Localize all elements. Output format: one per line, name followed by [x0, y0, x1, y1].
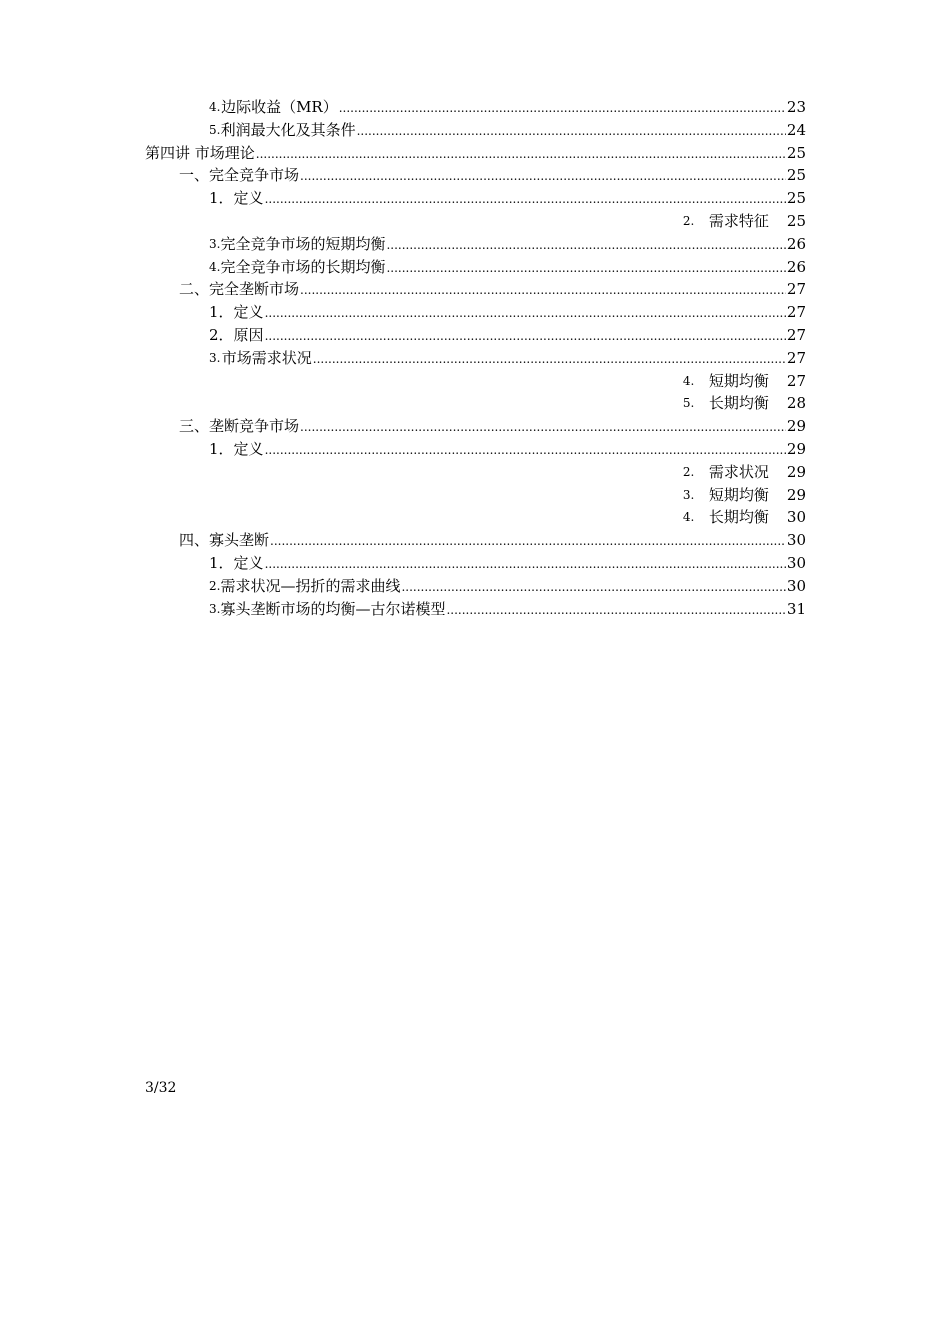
toc-entry[interactable] [145, 164, 806, 187]
toc-entry-number: 4. [209, 259, 221, 274]
toc-entry-page: 26 [786, 234, 806, 253]
toc-leader-dots [401, 575, 785, 598]
toc-entry-label: 原因 [233, 325, 264, 344]
toc-entry[interactable] [145, 461, 806, 484]
toc-entry[interactable] [145, 392, 806, 415]
toc-entry-label: 一、完全竞争市场 [179, 166, 300, 185]
toc-entry-page: 29 [786, 417, 806, 436]
toc-entry-page: 30 [786, 508, 806, 527]
toc-leader-dots [265, 324, 786, 347]
toc-entry-number: 1． [209, 189, 234, 208]
toc-entry[interactable] [145, 187, 806, 210]
toc-entry-label: 定义 [233, 303, 264, 322]
toc-entry-label: 边际收益（MR） [221, 98, 338, 116]
toc-entry[interactable] [145, 484, 806, 507]
toc-entry[interactable] [145, 96, 806, 119]
toc-entry-page: 26 [786, 257, 806, 276]
toc-leader-dots [270, 529, 786, 552]
toc-entry-number: 1． [209, 439, 234, 458]
toc-entry[interactable] [145, 256, 806, 279]
toc-entry-page: 29 [786, 439, 806, 458]
toc-entry-number: 5. [682, 396, 695, 411]
toc-entry[interactable] [145, 301, 806, 324]
toc-entry-label: 寡头垄断市场的均衡—古尔诺模型 [220, 599, 446, 618]
toc-entry-number: 2. [682, 213, 695, 228]
toc-entry-page: 24 [786, 120, 806, 139]
toc-entry-label: 短期均衡 [708, 485, 769, 504]
toc-entry[interactable] [145, 370, 806, 393]
toc-entry[interactable] [145, 278, 806, 301]
toc-entry-label: 长期均衡 [708, 508, 769, 527]
toc-entry[interactable] [145, 119, 806, 142]
table-of-contents [145, 96, 806, 620]
toc-entry-label: 完全竞争市场的短期均衡 [220, 234, 386, 253]
toc-entry-label: 利润最大化及其条件 [220, 120, 356, 139]
toc-entry-number: 3. [682, 487, 695, 502]
toc-entry-number: 4. [682, 373, 695, 388]
toc-entry[interactable] [145, 347, 806, 370]
toc-leader-dots [339, 96, 786, 119]
toc-entry-label: 二、完全垄断市场 [179, 280, 300, 299]
toc-entry-number: 3. [209, 350, 221, 365]
toc-leader-dots [265, 301, 786, 324]
toc-entry-page: 27 [786, 325, 806, 344]
toc-leader-dots [265, 187, 786, 210]
toc-entry-label: 长期均衡 [708, 394, 769, 413]
toc-entry[interactable] [145, 506, 806, 529]
toc-leader-dots [265, 438, 786, 461]
toc-entry-number: 4. [682, 510, 695, 525]
toc-entry-number: 2． [209, 325, 234, 344]
toc-entry-page: 27 [786, 371, 806, 390]
toc-leader-dots [300, 164, 786, 187]
toc-entry-page: 30 [786, 553, 806, 572]
toc-entry-label: 完全竞争市场的长期均衡 [220, 257, 386, 276]
toc-leader-dots [265, 552, 786, 575]
toc-entry-label: 定义 [233, 553, 264, 572]
toc-entry[interactable] [145, 598, 806, 621]
toc-entry-page: 23 [786, 98, 806, 116]
toc-entry[interactable] [145, 529, 806, 552]
toc-entry-page: 25 [786, 166, 806, 185]
toc-leader-dots [300, 415, 786, 438]
toc-entry-number: 3. [209, 601, 221, 616]
toc-leader-dots [386, 233, 785, 256]
toc-entry-label: 市场需求状况 [221, 348, 312, 367]
toc-entry-label: 需求状况—拐折的需求曲线 [220, 576, 401, 595]
toc-entry-label: 定义 [233, 189, 264, 208]
toc-leader-dots [446, 598, 785, 621]
toc-entry-label: 需求状况 [708, 462, 769, 481]
toc-leader-dots [386, 256, 785, 279]
page-number: 3/32 [145, 1080, 177, 1096]
toc-entry-page: 30 [786, 576, 806, 595]
toc-leader-dots [300, 278, 786, 301]
toc-entry[interactable] [145, 210, 806, 233]
toc-entry-label: 短期均衡 [708, 371, 769, 390]
toc-entry-page: 25 [786, 211, 806, 230]
toc-entry[interactable] [145, 438, 806, 461]
toc-entry-page: 25 [786, 143, 806, 162]
toc-entry-page: 25 [786, 189, 806, 208]
toc-entry-page: 31 [786, 599, 806, 618]
toc-entry-number: 2. [682, 464, 695, 479]
toc-entry-page: 28 [786, 394, 806, 413]
toc-entry-number: 1． [209, 303, 234, 322]
toc-entry-page: 30 [786, 531, 806, 550]
toc-entry-label: 需求特征 [708, 211, 769, 230]
toc-entry[interactable] [145, 552, 806, 575]
toc-entry-number: 2. [209, 578, 221, 593]
toc-entry[interactable] [145, 142, 806, 165]
toc-entry-label: 四、寡头垄断 [179, 531, 270, 550]
toc-entry-page: 27 [786, 348, 806, 367]
toc-entry-label: 第四讲 市场理论 [145, 143, 255, 162]
toc-entry[interactable] [145, 324, 806, 347]
toc-entry-label: 定义 [233, 439, 264, 458]
toc-entry-number: 1． [209, 553, 234, 572]
toc-entry-page: 27 [786, 303, 806, 322]
toc-leader-dots [256, 142, 786, 165]
toc-entry-number: 5. [209, 122, 221, 137]
toc-entry[interactable] [145, 415, 806, 438]
toc-entry[interactable] [145, 233, 806, 256]
toc-leader-dots [357, 119, 786, 142]
toc-entry-page: 29 [786, 462, 806, 481]
toc-entry[interactable] [145, 575, 806, 598]
toc-entry-page: 29 [786, 485, 806, 504]
toc-entry-page: 27 [786, 280, 806, 299]
toc-leader-dots [313, 347, 786, 370]
toc-entry-label: 三、垄断竞争市场 [179, 417, 300, 436]
toc-entry-number: 3. [209, 236, 221, 251]
toc-entry-number: 4. [209, 100, 221, 114]
